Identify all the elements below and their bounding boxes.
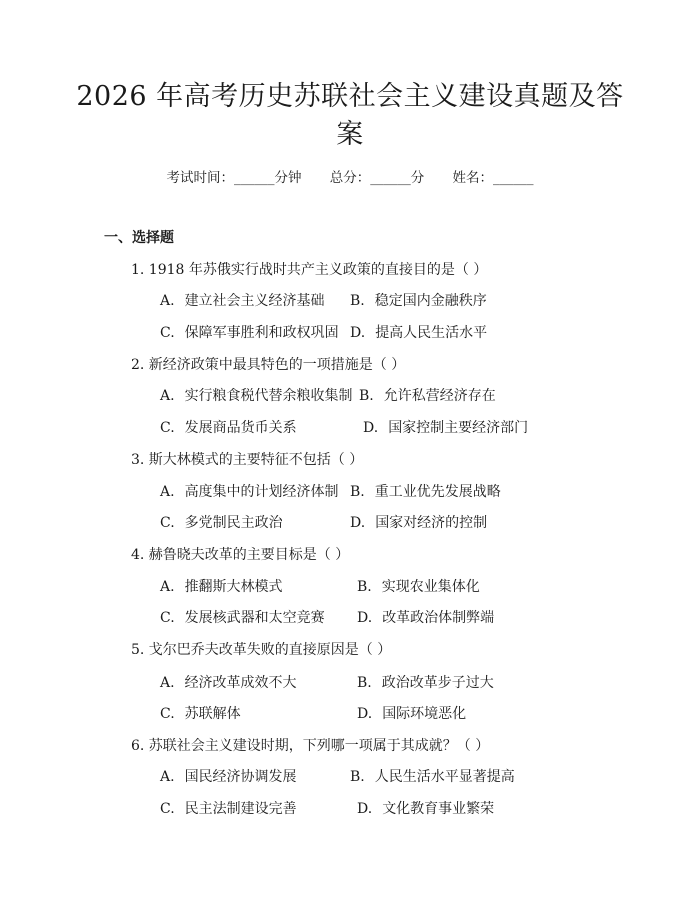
question-5-stem: 5. 戈尔巴乔夫改革失败的直接原因是（ ） [131, 642, 392, 658]
option-letter: D. [350, 325, 366, 341]
student-name: 姓名：______ [452, 170, 534, 186]
option-text: 建立社会主义经济基础 [184, 293, 325, 309]
option-text: 民主法制建设完善 [184, 801, 297, 817]
question-1-option-a[interactable] [160, 291, 325, 311]
question-1-stem: 1. 1918 年苏俄实行战时共产主义政策的直接目的是（ ） [131, 262, 488, 278]
question-3-stem: 3. 斯大林模式的主要特征不包括（ ） [131, 452, 364, 468]
option-letter: C. [160, 515, 175, 531]
option-letter: B. [350, 769, 365, 785]
question-5-option-d[interactable] [357, 704, 466, 724]
option-letter: C. [160, 325, 175, 341]
option-text: 稳定国内金融秩序 [374, 293, 487, 309]
option-letter: A. [160, 388, 175, 404]
option-text: 国民经济协调发展 [184, 769, 297, 785]
question-4-option-b[interactable] [357, 577, 480, 597]
option-letter: C. [160, 801, 175, 817]
option-letter: D. [357, 801, 373, 817]
option-text: 国家对经济的控制 [375, 515, 488, 531]
question-3-option-d[interactable] [350, 513, 487, 533]
question-2-stem: 2. 新经济政策中最具特色的一项措施是（ ） [131, 357, 406, 373]
option-text: 发展核武器和太空竞赛 [184, 610, 325, 626]
question-6-option-a[interactable] [160, 767, 297, 787]
question-4-option-d[interactable] [357, 608, 494, 628]
page-title-line-2: 案 [336, 119, 364, 150]
question-4-stem: 4. 赫鲁晓夫改革的主要目标是（ ） [131, 547, 350, 563]
page-title-line-1: 2026 年高考历史苏联社会主义建设真题及答 [76, 81, 624, 112]
option-letter: D. [357, 706, 373, 722]
option-text: 苏联解体 [184, 706, 241, 722]
question-2-option-c[interactable] [160, 418, 297, 438]
option-text: 允许私营经济存在 [383, 388, 496, 404]
question-2-option-b[interactable] [359, 386, 496, 406]
question-4-option-c[interactable] [160, 608, 325, 628]
option-text: 实现农业集体化 [381, 579, 480, 595]
option-text: 提高人民生活水平 [375, 325, 488, 341]
option-text: 保障军事胜利和政权巩固 [184, 325, 339, 341]
question-3-option-b[interactable] [350, 482, 501, 502]
option-letter: B. [350, 293, 365, 309]
page-title [60, 78, 640, 154]
question-6-option-b[interactable] [350, 767, 515, 787]
option-text: 改革政治体制弊端 [382, 610, 495, 626]
question-1-option-c[interactable] [160, 323, 339, 343]
question-2-option-d[interactable] [363, 418, 528, 438]
option-text: 国家控制主要经济部门 [388, 420, 529, 436]
question-6-option-d[interactable] [357, 799, 494, 819]
exam-score: 总分：______分 [329, 170, 425, 186]
option-letter: B. [357, 579, 372, 595]
section-title: 一、选择题 [104, 230, 174, 246]
option-text: 多党制民主政治 [184, 515, 283, 531]
option-letter: D. [363, 420, 379, 436]
option-text: 高度集中的计划经济体制 [184, 484, 339, 500]
question-5-option-c[interactable] [160, 704, 241, 724]
option-text: 发展商品货币关系 [184, 420, 297, 436]
option-text: 重工业优先发展战略 [374, 484, 501, 500]
option-letter: A. [160, 484, 175, 500]
option-text: 人民生活水平显著提高 [374, 769, 515, 785]
option-letter: B. [350, 484, 365, 500]
option-text: 政治改革步子过大 [381, 675, 494, 691]
option-letter: D. [357, 610, 373, 626]
option-letter: C. [160, 420, 175, 436]
option-letter: A. [160, 675, 175, 691]
exam-time: 考试时间：______分钟 [166, 170, 302, 186]
question-3-option-a[interactable] [160, 482, 339, 502]
question-6-option-c[interactable] [160, 799, 297, 819]
question-1-option-d[interactable] [350, 323, 487, 343]
option-letter: A. [160, 293, 175, 309]
option-text: 经济改革成效不大 [184, 675, 297, 691]
question-5-option-b[interactable] [357, 673, 494, 693]
option-text: 推翻斯大林模式 [184, 579, 283, 595]
option-letter: B. [357, 675, 372, 691]
option-letter: A. [160, 769, 175, 785]
option-text: 实行粮食税代替余粮收集制 [184, 388, 353, 404]
option-text: 国际环境恶化 [382, 706, 467, 722]
question-2-option-a[interactable] [160, 386, 353, 406]
question-1-option-b[interactable] [350, 291, 487, 311]
option-letter: B. [359, 388, 374, 404]
exam-meta [0, 168, 700, 188]
option-text: 文化教育事业繁荣 [382, 801, 495, 817]
option-letter: C. [160, 706, 175, 722]
question-3-option-c[interactable] [160, 513, 283, 533]
option-letter: C. [160, 610, 175, 626]
option-letter: A. [160, 579, 175, 595]
question-6-stem: 6. 苏联社会主义建设时期，下列哪一项属于其成就？（ ） [131, 738, 490, 754]
option-letter: D. [350, 515, 366, 531]
question-5-option-a[interactable] [160, 673, 297, 693]
question-4-option-a[interactable] [160, 577, 283, 597]
